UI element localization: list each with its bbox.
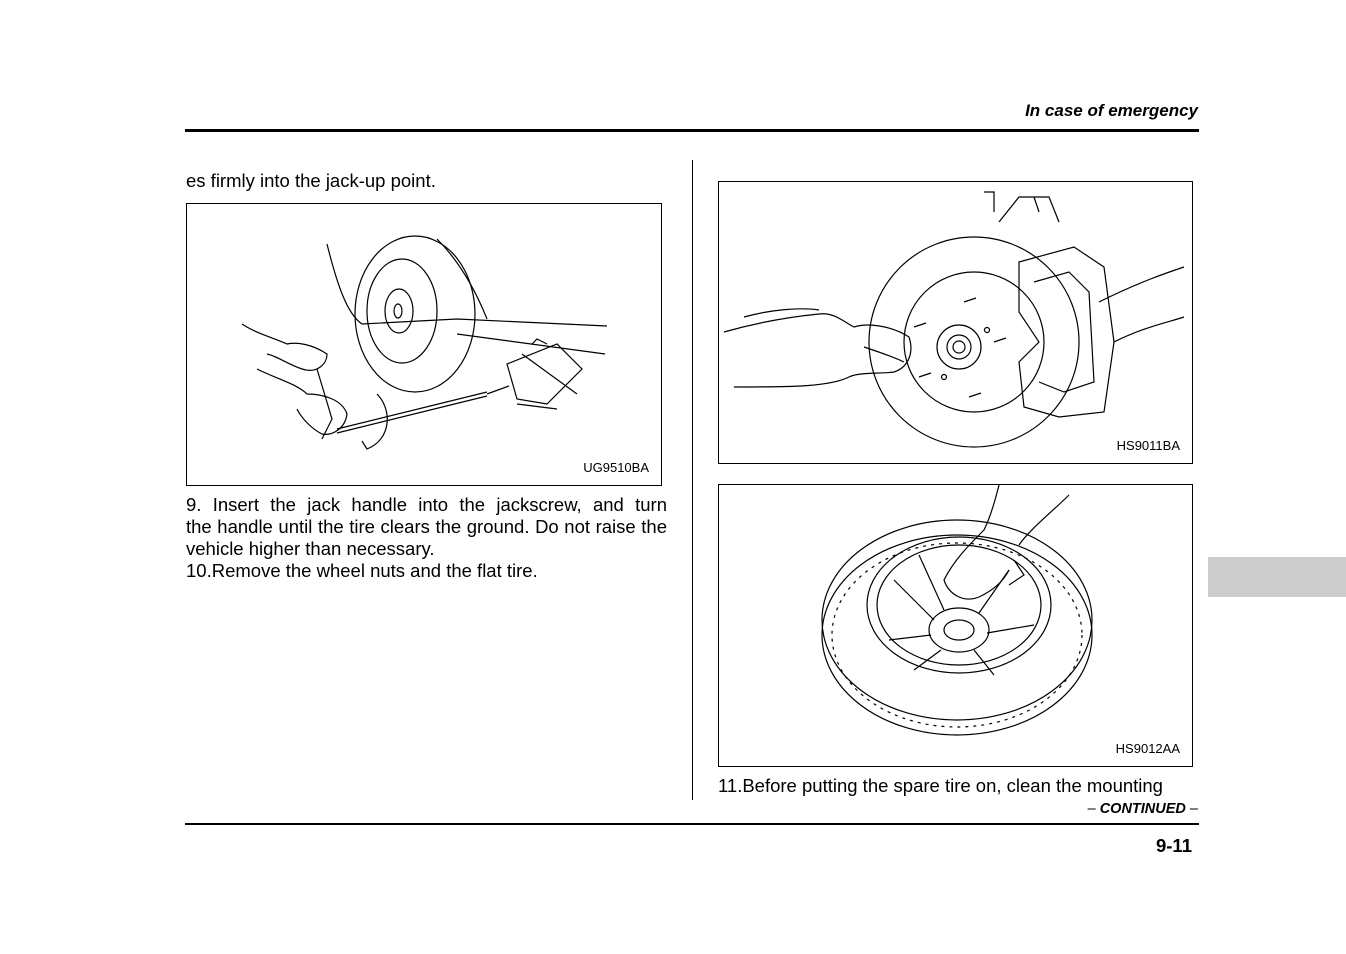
continued-dash-left: – <box>1087 801 1096 817</box>
intro-text: es firmly into the jack-up point. <box>186 170 436 191</box>
step-9-rest: the handle until the tire clears the ground. Do not raise the vehicle higher than necessary. <box>186 516 667 559</box>
page-number: 9-11 <box>1155 835 1192 856</box>
spare-tire-cleaning-illustration-icon <box>719 485 1192 766</box>
section-header-title: In case of emergency <box>1025 101 1198 120</box>
continued-note <box>1088 801 1198 817</box>
continued-word: CONTINUED <box>1099 801 1186 817</box>
step-10: 10.Remove the wheel nuts and the flat tire. <box>186 560 538 581</box>
step-9-line1: 9. Insert the jack handle into the jackscrew, and turn <box>186 494 667 515</box>
jack-handle-illustration-icon <box>187 204 661 485</box>
hub-cleaning-illustration-icon <box>719 182 1192 463</box>
column-divider <box>692 160 693 800</box>
footer-rule <box>185 823 1199 825</box>
figure-hub-cleaning <box>718 181 1193 464</box>
figure-code: HS9012AA <box>1115 741 1180 756</box>
step-9-10-text <box>186 494 667 582</box>
continued-dash-right: – <box>1189 801 1198 817</box>
figure-code: HS9011BA <box>1116 438 1180 453</box>
figure-code: UG9510BA <box>583 460 649 475</box>
figure-spare-tire-cleaning <box>718 484 1193 767</box>
figure-jack-handle <box>186 203 662 486</box>
step-11-text: 11.Before putting the spare tire on, clean the mounting <box>718 775 1163 796</box>
header-rule <box>185 129 1199 132</box>
section-tab-marker <box>1208 557 1346 597</box>
